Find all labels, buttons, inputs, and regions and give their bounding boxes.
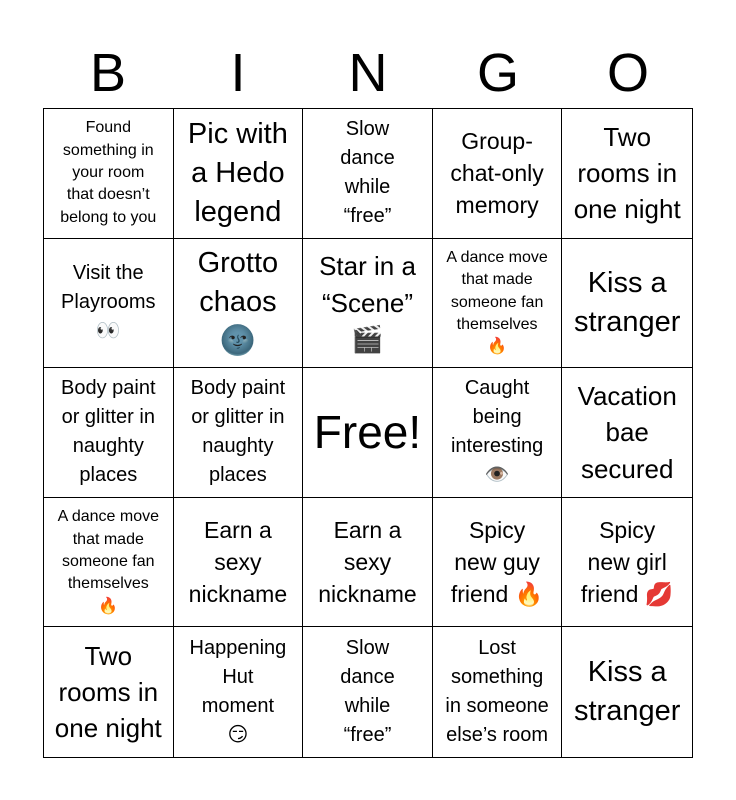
bingo-cell-text: Body paint or glitter in naughty places	[190, 377, 286, 487]
bingo-cell-text: Spicy new girl friend 💋	[580, 516, 674, 608]
header-letter-b: B	[89, 43, 127, 103]
bingo-cell-r1c2[interactable]	[174, 109, 304, 239]
bingo-cell-r3c1[interactable]	[44, 368, 174, 498]
bingo-cell-text: Two rooms in one night	[573, 121, 681, 225]
bingo-cell-text: Star in a “Scene” 🎬	[319, 251, 416, 355]
bingo-cell-text: Found something in your room that doesn’t belong to you	[60, 119, 157, 226]
bingo-cell-text: Free!	[313, 405, 422, 458]
bingo-cell-r3c4[interactable]	[433, 368, 563, 498]
bingo-cell-r2c3[interactable]	[303, 239, 433, 369]
bingo-cell-r2c5[interactable]	[562, 239, 692, 369]
bingo-cell-text: Kiss a stranger	[574, 266, 681, 338]
bingo-cell-r3c2[interactable]	[174, 368, 304, 498]
header-letter-g: G	[476, 43, 519, 103]
bingo-cell-r2c4[interactable]	[433, 239, 563, 369]
header-letter-n: N	[348, 43, 388, 103]
bingo-cell-text: Earn a sexy nickname	[318, 516, 417, 608]
bingo-cell-r4c1[interactable]	[44, 498, 174, 628]
bingo-cell-r5c5[interactable]	[562, 627, 692, 757]
bingo-cell-text: A dance move that made someone fan themselves 🔥	[446, 248, 548, 356]
bingo-board	[43, 108, 693, 758]
header-letter-i: I	[230, 43, 246, 103]
bingo-cell-text: Spicy new guy friend 🔥	[450, 516, 544, 608]
bingo-cell-text: Slow dance while “free”	[340, 637, 395, 747]
bingo-cell-r1c4[interactable]	[433, 109, 563, 239]
bingo-cell-r4c4[interactable]	[433, 498, 563, 628]
bingo-cell-text: Two rooms in one night	[54, 640, 162, 744]
bingo-cell-r1c3[interactable]	[303, 109, 433, 239]
bingo-cell-r4c5[interactable]	[562, 498, 692, 628]
bingo-cell-text: Vacation bae secured	[577, 380, 677, 484]
bingo-cell-text: Grotto chaos 🌚	[197, 247, 279, 358]
bingo-cell-r1c5[interactable]	[562, 109, 692, 239]
bingo-cell-r2c2[interactable]	[174, 239, 304, 369]
bingo-cell-text: Visit the Playrooms 👀	[61, 262, 156, 343]
bingo-cell-text: Earn a sexy nickname	[188, 516, 288, 608]
bingo-cell-r1c1[interactable]	[44, 109, 174, 239]
bingo-cell-r5c2[interactable]	[174, 627, 304, 757]
bingo-cell-free[interactable]	[303, 368, 433, 498]
bingo-header	[43, 38, 693, 108]
bingo-cell-r5c3[interactable]	[303, 627, 433, 757]
bingo-cell-text: Group- chat-only memory	[450, 128, 544, 219]
bingo-cell-text: Kiss a stranger	[574, 656, 681, 728]
bingo-cell-text: Body paint or glitter in naughty places	[61, 377, 156, 487]
bingo-cell-r4c3[interactable]	[303, 498, 433, 628]
header-letter-o: O	[606, 43, 649, 103]
bingo-cell-text: Pic with a Hedo legend	[187, 117, 288, 228]
bingo-cell-r2c1[interactable]	[44, 239, 174, 369]
bingo-cell-text: A dance move that made someone fan themselves 🔥	[57, 508, 159, 615]
bingo-cell-text: Slow dance while “free”	[340, 118, 395, 228]
bingo-cell-r3c5[interactable]	[562, 368, 692, 498]
bingo-cell-text: Caught being interesting 👁️	[450, 377, 544, 487]
bingo-cell-text: Lost something in someone else’s room	[445, 637, 549, 747]
bingo-cell-r5c1[interactable]	[44, 627, 174, 757]
bingo-cell-text: Happening Hut moment 😏	[189, 637, 287, 747]
bingo-cell-r5c4[interactable]	[433, 627, 563, 757]
bingo-cell-r4c2[interactable]	[174, 498, 304, 628]
